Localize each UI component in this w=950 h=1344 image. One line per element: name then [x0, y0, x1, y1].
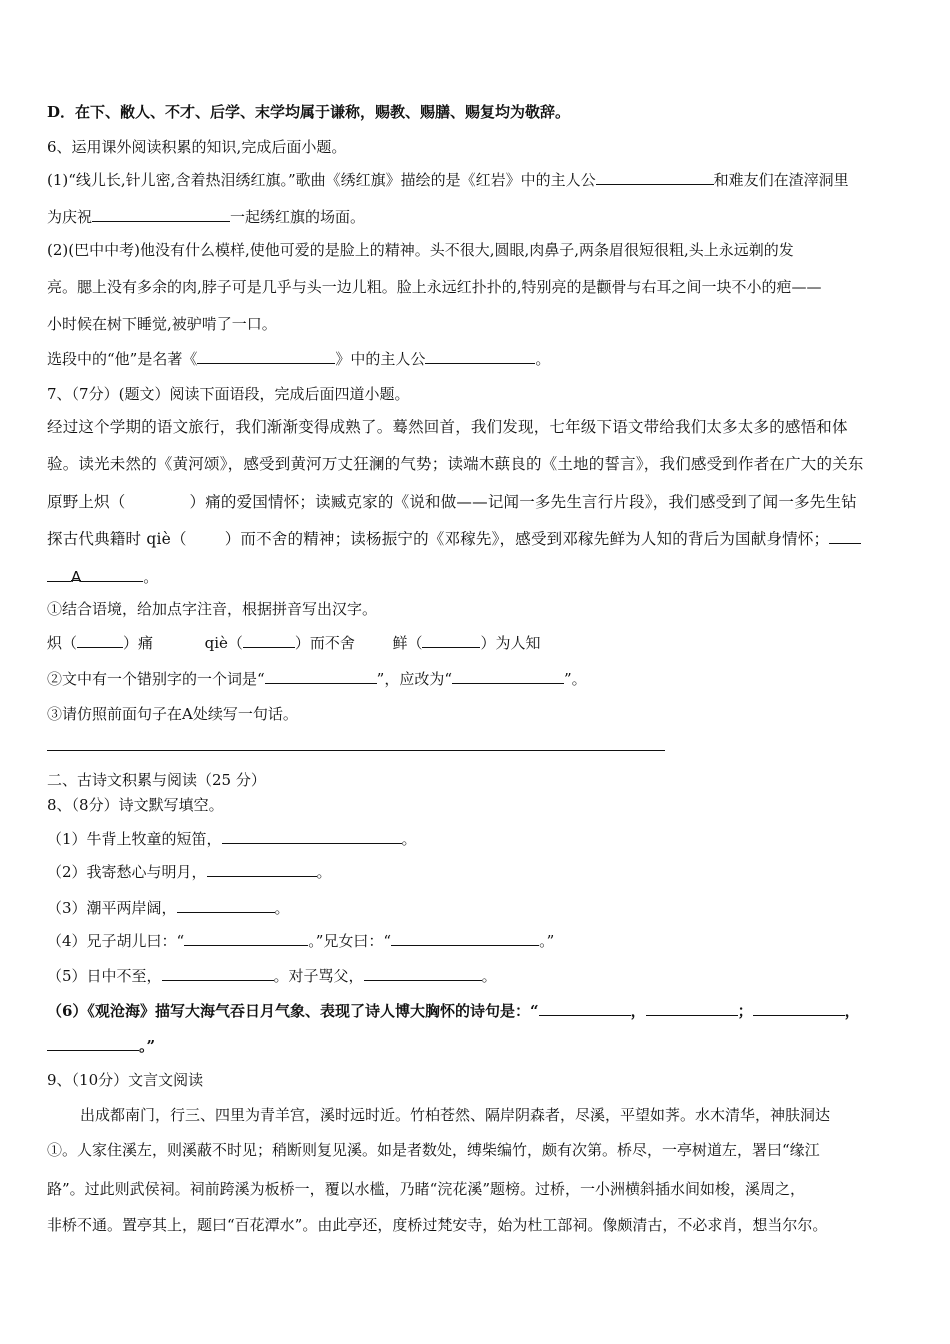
q8-6-end: 。” [139, 1037, 156, 1055]
classical-text-line1 [80, 1104, 830, 1126]
s1-xian-label: 鲜（ [392, 634, 423, 652]
question-6-1-line1 [47, 169, 849, 191]
q8-5-text-b: 。对子骂父， [273, 967, 364, 985]
marker-a: A [71, 568, 82, 586]
period: 。 [274, 899, 290, 917]
q8-2-text: （2）我寄愁心与明月， [47, 863, 207, 881]
question-6-2-line3 [47, 313, 277, 335]
answer-a-blank[interactable] [81, 567, 143, 582]
q8-5-text-a: （5）日中不至， [47, 967, 162, 985]
question-9-text: 9、（10分）文言文阅读 [47, 1071, 204, 1089]
poem-blank-6d[interactable] [47, 1036, 139, 1051]
poem-blank-2[interactable] [207, 862, 317, 877]
question-6-title [47, 136, 346, 158]
q6-2-text-d3: 。 [535, 350, 551, 368]
section-2-text: 二、古诗文积累与阅读（25 分） [47, 771, 266, 789]
s1-qie-end: ）而不舍 [294, 634, 355, 652]
passage-7-text-2: 验。读光未然的《黄河颂》，感受到黄河万丈狂澜的气势；读端木蕻良的《土地的誓言》，我们感受到作者在广大的关东 [47, 455, 864, 473]
correct-word-blank[interactable] [452, 669, 564, 684]
poem-blank-4b[interactable] [391, 931, 539, 946]
s1-chi-label: 炽（ [47, 634, 78, 652]
question-6-2-line2 [47, 276, 822, 298]
period: 。 [481, 967, 497, 985]
s1-qie-label: qiè（ [204, 634, 243, 652]
classical-text-line2 [47, 1139, 820, 1161]
question-6-2-line4 [47, 348, 550, 370]
question-8-2 [47, 861, 332, 883]
answer-blank[interactable] [92, 207, 230, 222]
poem-blank-6b[interactable] [646, 1001, 738, 1016]
question-7-title [47, 383, 409, 405]
period: 。 [401, 830, 417, 848]
option-d-text: D．在下、敝人、不才、后学、末学均属于谦称，赐教、赐膳、赐复均为敬辞。 [47, 103, 571, 121]
question-8-title [47, 794, 224, 816]
q6-1-text-c: 为庆祝 [47, 208, 93, 226]
q6-1-text-b: 和难友们在渣滓洞里 [713, 171, 849, 189]
passage-7-text-1: 经过这个学期的语文旅行，我们渐渐变得成熟了。蓦然回首，我们发现，七年级下语文带给我们太多太多的感悟和体 [47, 418, 848, 436]
q8-6-text: （6）《观沧海》描写大海气吞日月气象、表现了诗人博大胸怀的诗句是：“ [47, 1002, 539, 1020]
question-8-5 [47, 965, 497, 987]
passage-7-line1 [47, 416, 848, 438]
q8-4-text-b: 。”兄女曰：“ [308, 932, 392, 950]
poem-blank-5b[interactable] [364, 966, 482, 981]
period: 。 [316, 863, 332, 881]
poem-blank-4a[interactable] [184, 931, 308, 946]
classical-text-line3 [47, 1178, 805, 1200]
s1-xian-end: ）为人知 [480, 634, 541, 652]
subquestion-2 [47, 668, 587, 690]
passage-7-line4 [47, 528, 861, 550]
period: 。 [143, 568, 159, 586]
question-8-3 [47, 897, 290, 919]
poem-blank-3[interactable] [177, 898, 275, 913]
q6-2-text-b: 亮。腮上没有多余的肉,脖子可是几乎与头一边儿粗。脸上永远红扑扑的,特别亮的是颧骨与右耳之间一块不小的疤—— [47, 278, 822, 296]
classical-text-1: 出成都南门，行三、四里为青羊宫，溪时远时近。竹柏苍然、隔岸阴森者，尽溪，平望如荠。水木清华，神肤洞达 [80, 1106, 831, 1124]
option-d [47, 101, 570, 123]
passage-7-line2 [47, 453, 864, 475]
answer-line[interactable] [47, 750, 665, 751]
s1-chi-end: ）痛 [123, 634, 154, 652]
poem-blank-1[interactable] [222, 829, 402, 844]
section-2-title [47, 769, 266, 791]
q6-1-text-a: (1)“线儿长,针儿密,含着热泪绣红旗。”歌曲《绣红旗》描绘的是《红岩》中的主人公 [47, 171, 596, 189]
s3-text: ③请仿照前面句子在A处续写一句话。 [47, 705, 298, 723]
comma: ， [630, 1002, 646, 1020]
q6-2-text-d1: 选段中的“他”是名著《 [47, 350, 198, 368]
book-title-blank[interactable] [197, 349, 335, 364]
classical-text-2: ①。人家住溪左，则溪蔽不时见；稍断则复见溪。如是者数处，缚柴编竹，颇有次第。桥尽，一亭树道左，署曰“缘江 [47, 1141, 820, 1159]
answer-blank[interactable] [596, 170, 714, 185]
poem-blank-6c[interactable] [753, 1001, 845, 1016]
q8-4-text-c: 。” [539, 932, 555, 950]
chi-pinyin-blank[interactable] [77, 633, 123, 648]
classical-text-4: 非桥不通。置亭其上，题曰“百花潭水”。由此亭还，度桥过梵安寺，始为杜工部祠。像颇清古，不必求肖，想当尔尔。 [47, 1216, 828, 1234]
passage-7-line5 [47, 566, 158, 588]
question-8-6-line1 [47, 1000, 860, 1022]
answer-a-blank-start[interactable] [829, 529, 861, 544]
passage-7-text-4a: 探古代典籍时 qiè（ [47, 530, 187, 548]
poem-blank-5a[interactable] [162, 966, 274, 981]
question-6-text: 6、运用课外阅读积累的知识,完成后面小题。 [47, 138, 347, 156]
passage-7-text-3a: 原野上炽（ [47, 493, 126, 511]
subquestion-1 [47, 598, 377, 620]
question-7-text: 7、（7分）(题文）阅读下面语段，完成后面四道小题。 [47, 385, 410, 403]
question-6-1-line2 [47, 206, 365, 228]
question-9-title [47, 1069, 203, 1091]
question-6-2-line1 [47, 239, 794, 261]
q6-2-text-a: (2)(巴中中考)他没有什么模样,使他可爱的是脸上的精神。头不很大,圆眼,肉鼻子,两条眉很短很粗,头上永远剃的发 [47, 241, 794, 259]
question-8-4 [47, 930, 554, 952]
q6-2-text-c: 小时候在树下睡觉,被驴啃了一口。 [47, 315, 277, 333]
protagonist-blank[interactable] [425, 349, 535, 364]
q8-3-text: （3）潮平两岸阔， [47, 899, 177, 917]
q6-1-text-d: 一起绣红旗的场面。 [230, 208, 366, 226]
s2-text-a: ②文中有一个错别字的一个词是“ [47, 670, 265, 688]
passage-7-text-3b: ）痛的爱国情怀；读臧克家的《说和做——记闻一多先生言行片段》，我们感受到了闻一多先生钻 [189, 493, 857, 511]
passage-7-text-4b: ）而不舍的精神；读杨振宁的《邓稼先》，感受到邓稼先鲜为人知的背后为国献身情怀； [224, 530, 830, 548]
subquestion-3 [47, 703, 298, 725]
semicolon: ； [737, 1002, 753, 1020]
classical-text-3: 路”。过此则武侯祠。祠前跨溪为板桥一，覆以水槛，乃睹“浣花溪”题榜。过桥，一小洲横斜插水间如梭，溪周之， [47, 1180, 806, 1198]
answer-a-blank[interactable] [47, 567, 71, 582]
s2-text-c: ”。 [564, 670, 587, 688]
comma: ， [844, 1002, 860, 1020]
subquestion-1-text: ①结合语境，给加点字注音，根据拼音写出汉字。 [47, 600, 378, 618]
q8-1-text: （1）牛背上牧童的短笛， [47, 830, 222, 848]
wrong-word-blank[interactable] [265, 669, 377, 684]
q6-2-text-d2: 》中的主人公 [335, 350, 426, 368]
poem-blank-6a[interactable] [539, 1001, 631, 1016]
question-8-6-line2 [47, 1035, 155, 1057]
question-8-text: 8、（8分）诗文默写填空。 [47, 796, 224, 814]
s2-text-b: ”，应改为“ [376, 670, 453, 688]
xian-pinyin-blank[interactable] [422, 633, 480, 648]
classical-text-line4 [47, 1214, 827, 1236]
q8-4-text-a: （4）兄子胡儿曰：“ [47, 932, 185, 950]
subquestion-1-blanks [47, 632, 540, 654]
question-8-1 [47, 828, 417, 850]
qie-character-blank[interactable] [243, 633, 295, 648]
passage-7-line3 [47, 491, 857, 513]
